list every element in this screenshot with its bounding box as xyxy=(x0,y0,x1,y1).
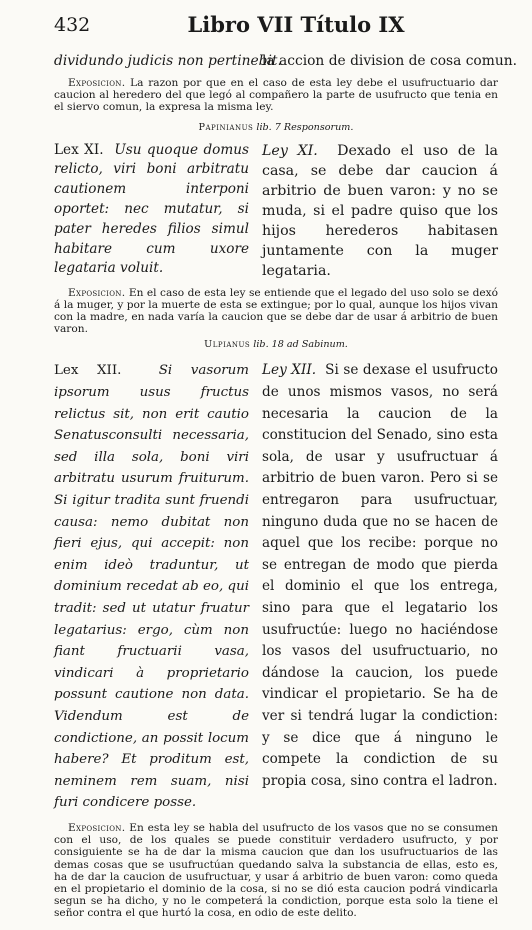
law-11-latin xyxy=(54,141,249,281)
law-12-latin-head: Lex XII. xyxy=(54,363,122,379)
page-header xyxy=(54,10,498,50)
law-11-spanish-head: Ley XI. xyxy=(262,142,318,159)
book-page xyxy=(54,10,517,930)
source-work: lib. 18 ad Sabinum. xyxy=(253,339,348,351)
law-11 xyxy=(54,141,498,281)
law-11-latin-text: Usu quoque domus relicto, viri boni arbitratu cautionem interponi oportet: nec mutatur, si pater heredes filios simul habitare cum uxore legataria voluit. xyxy=(54,141,249,277)
exposicion-text: La razon por que en el caso de esta ley debe el usufructuario dar caucion al heredero del que legó al compañero la parte de usufructo que tenia en el siervo comun, la expresa la misma ley. xyxy=(54,77,498,114)
law-11-latin-head: Lex XI. xyxy=(54,141,104,158)
exposicion-2 xyxy=(54,287,498,336)
page-number: 432 xyxy=(54,14,91,36)
law-12-latin-text: Si vasorum ipsorum usus fructus relictus sit, non erit cautio Senatusconsulti necessaria, sed illa sola, boni viri arbitratu usurum fruiturum. Si igitur tradita sunt fruendi causa: nemo dubitat non fieri ejus, qui accepit: non enim ideò traduntur, ut dominium recedat ab eo, qui tradit: sed ut utatur fruatur legatarius: ergo, cùm non fiant fructuarii vasa, vindicari à proprietario possunt cautione non data. Videndum est de condictione, an possit locum habere? Et proditum est, neminem rem suam, nisi furi condicere posse. xyxy=(54,363,249,811)
law-12-spanish-head: Ley XII. xyxy=(262,362,317,379)
source-author: Ulpianus xyxy=(204,339,251,351)
exposicion-1 xyxy=(54,77,498,114)
continuation-line xyxy=(54,52,517,71)
source-citation-1 xyxy=(54,122,498,133)
exposicion-3 xyxy=(54,822,498,920)
law-12-spanish xyxy=(262,360,498,813)
running-title: Libro VII Título IX xyxy=(187,12,405,37)
law-11-spanish-text: Dexado el uso de la casa, se debe dar caucion á arbitrio de buen varon: y no se muda, si el padre quiso que los hijos herederos habitasen juntamente con la muger legataria. xyxy=(262,142,499,279)
exposicion-label: Exposicion. xyxy=(68,286,126,299)
exposicion-label: Exposicion. xyxy=(68,77,126,89)
law-12-spanish-text: Si se dexase el usufructo de unos mismos vasos, no será necesaria la caucion de la constitucion del Senado, sino esta sola, de usar y usufructuar á arbitrio de buen varon. Pero si se entregaron para usufructuar, ninguno duda que no se hacen de aquel que los recibe: porque no se entregan de modo que pierda el dominio el que los entrega, sino para que el legatario los usufructúe: luego no haciéndose los vasos del usufructuario, no dándose la caucion, los puede vindicar el propietario. Se ha de ver si tendrá lugar la condiction: y se dice que á ninguno le compete la condiction de su propia cosa, sino contra el ladron. xyxy=(262,362,498,789)
continuation-latin: dividundo judicis non pertinebit. xyxy=(54,53,282,69)
law-12-latin xyxy=(54,360,249,813)
exposicion-text: En el caso de esta ley se entiende que el legado del uso solo se dexó á la muger, y por la muerte de esta se extingue; por lo qual, aunque los hijos vivan con la madre, en nada varía la caucion que se debe dar de usar á arbitrio de buen varon. xyxy=(54,286,499,336)
exposicion-text: En esta ley se habla del usufructo de los vasos que no se consumen con el uso, de los quales se puede constituir verdadero usufructo, y por consiguiente se ha de dar la misma caucion que dan los usufructuarios de las demas cosas que se usufructúan quedando salva la substancia de ellas, esto es, ha de dar la caucion de usufructuar, y usar á arbitrio de buen varon: como queda en el propietario el dominio de la cosa, si no se dió esta caucion podrá vindicarla segun se ha dicho, y no le competerá la condiction, porque esta solo la tiene el señor contra el que hurtó la cosa, en odio de este delito. xyxy=(54,821,498,920)
law-11-spanish xyxy=(262,141,498,281)
continuation-spanish: la accion de division de cosa comun. xyxy=(262,53,517,69)
law-12 xyxy=(54,360,498,813)
source-citation-2 xyxy=(54,339,498,350)
exposicion-label: Exposicion. xyxy=(68,821,126,834)
source-work: lib. 7 Responsorum. xyxy=(256,121,354,133)
source-author: Papinianus xyxy=(198,121,254,133)
